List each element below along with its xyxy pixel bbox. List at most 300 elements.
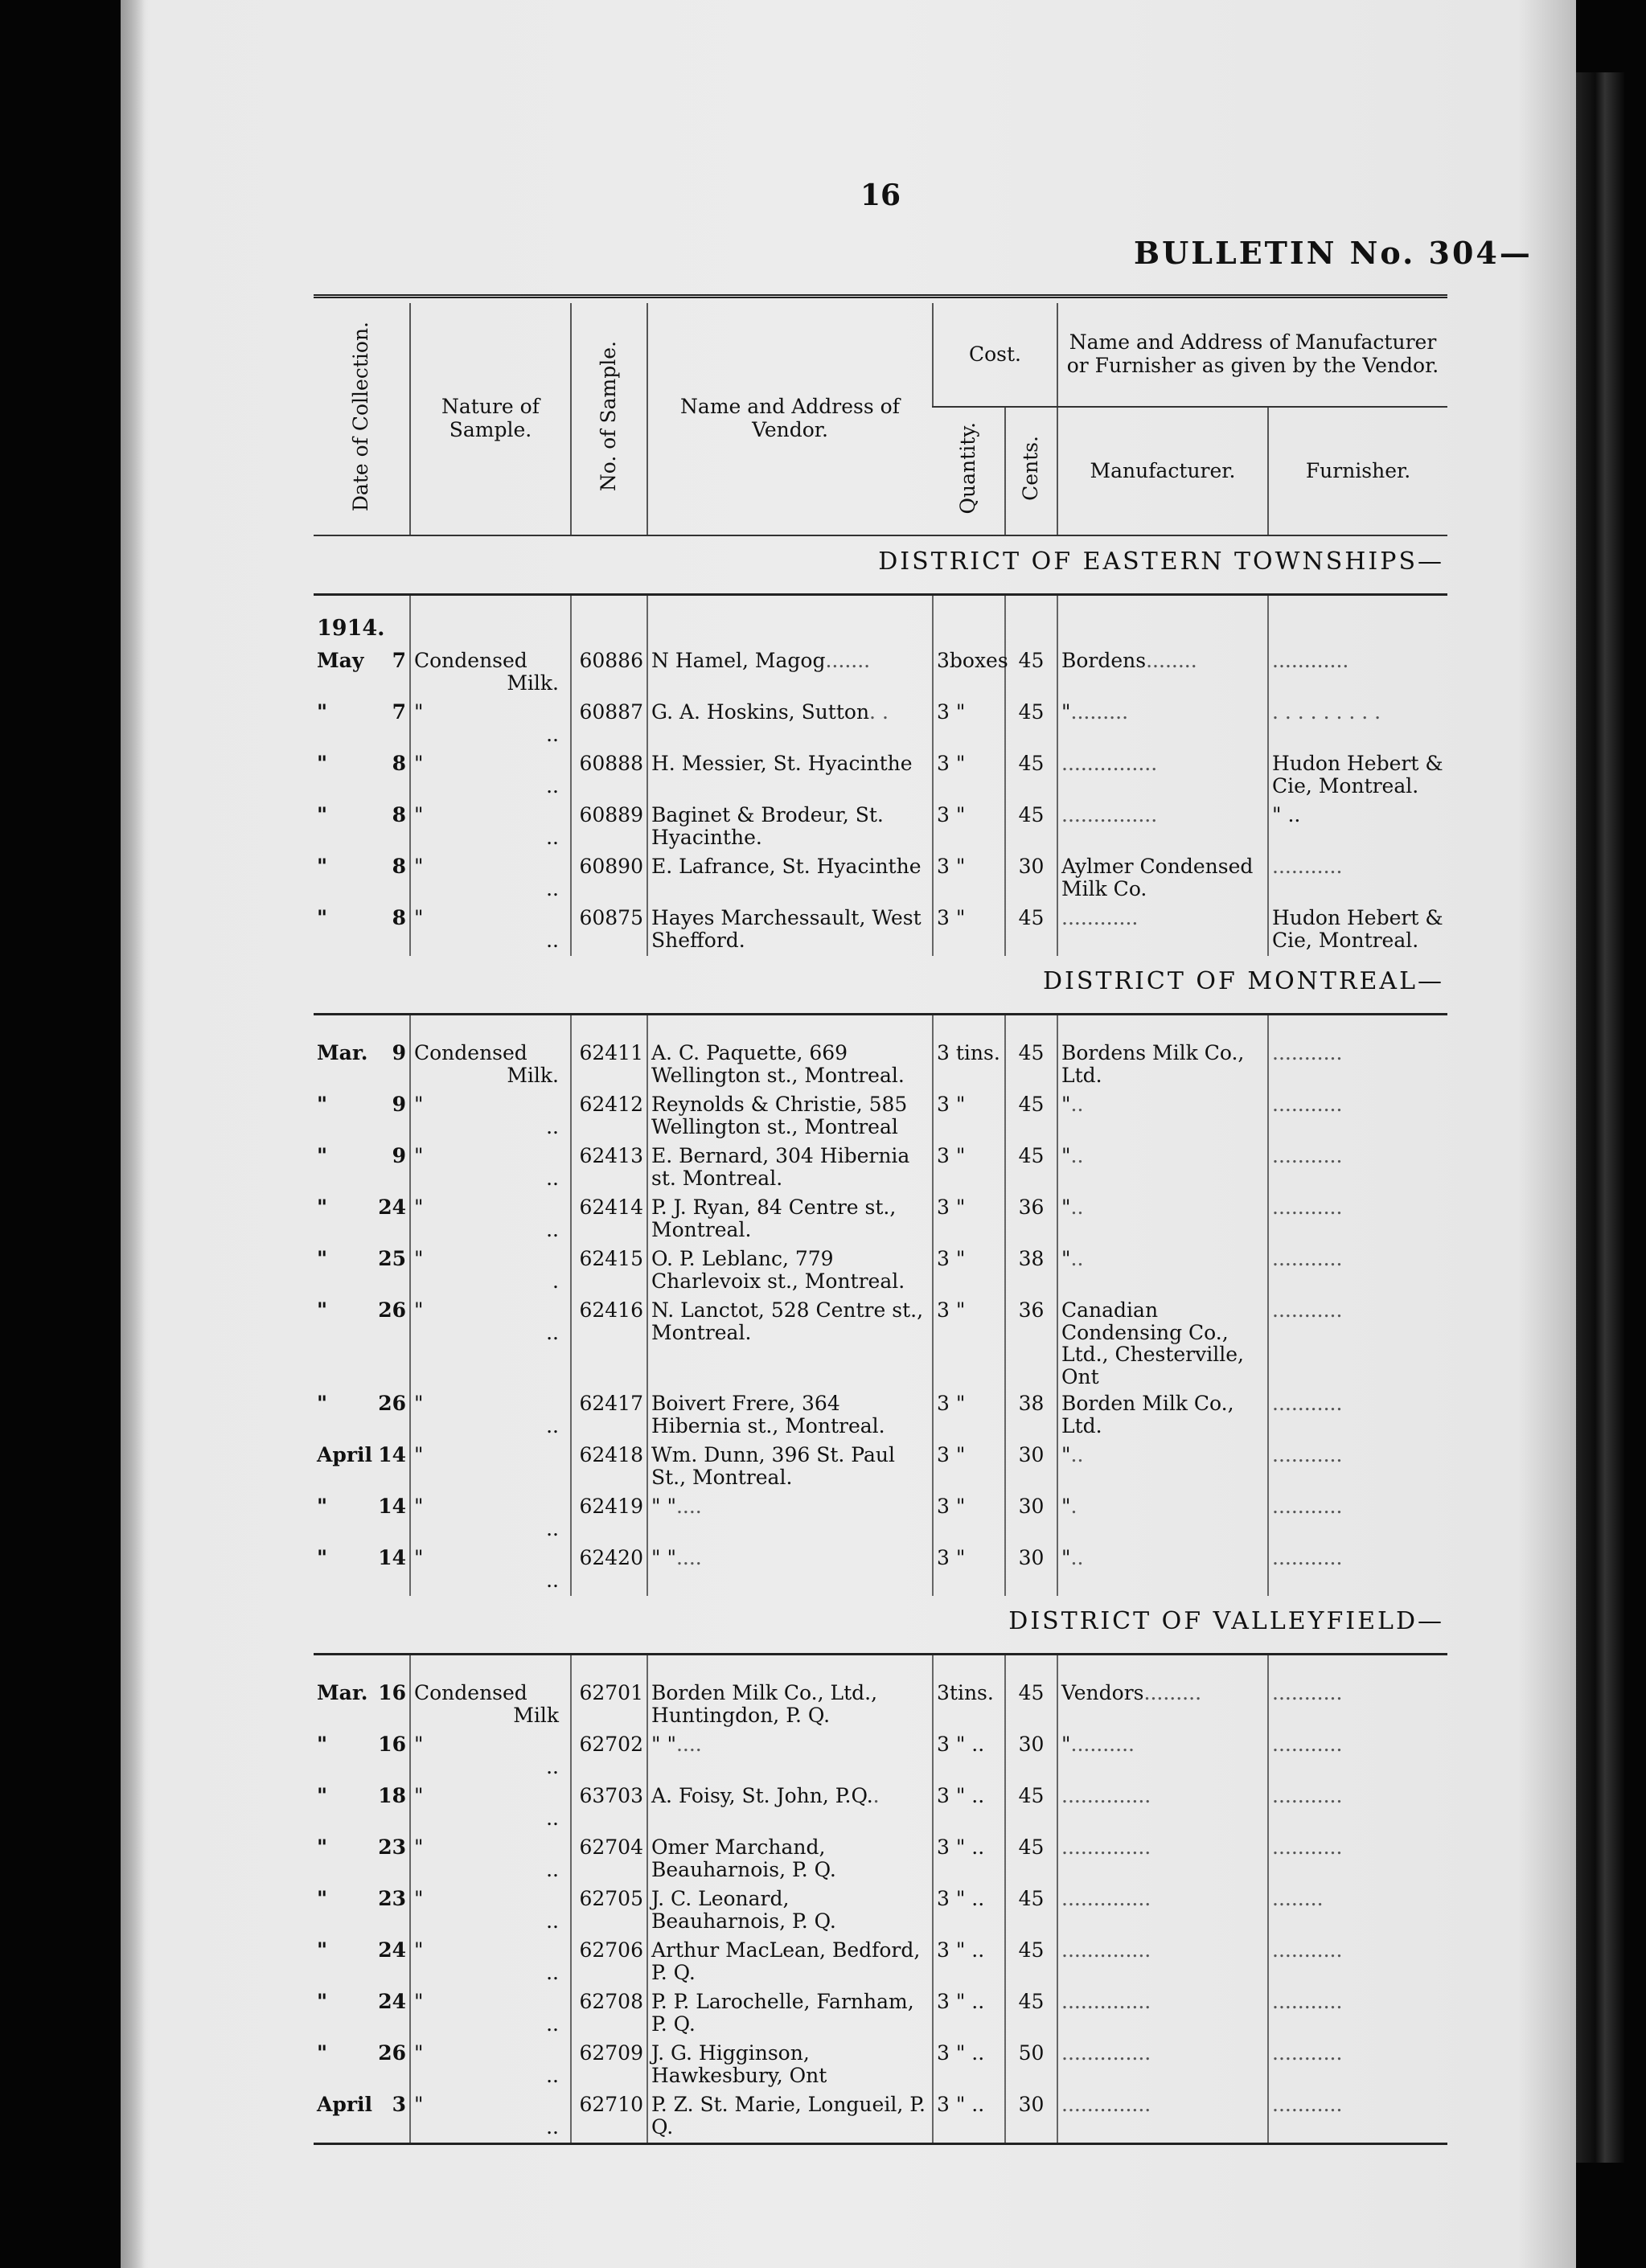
month: " xyxy=(317,1144,328,1167)
manufacturer: Borden Milk Co., Ltd. xyxy=(1061,1392,1234,1437)
manufacturer-cell xyxy=(1057,1937,1268,1988)
nature-line2: .. xyxy=(546,722,559,746)
manufacturer: " xyxy=(1061,1196,1071,1219)
quantity: 3 " xyxy=(933,750,1005,802)
nature-cell xyxy=(410,750,571,802)
vendor-cell xyxy=(647,1988,933,2040)
nature-cell xyxy=(410,1885,571,1937)
manufacturer-cell xyxy=(1057,1679,1268,1731)
month: " xyxy=(317,1733,328,1756)
vendor: " " xyxy=(651,1733,676,1756)
date-cell xyxy=(314,1040,410,1091)
nature-cell xyxy=(410,1679,571,1731)
manufacturer-leader-dots: ......... xyxy=(1070,700,1129,724)
furnisher-cell xyxy=(1268,1937,1447,1988)
manufacturer-cell xyxy=(1057,1988,1268,2040)
page-binding-shadow xyxy=(121,0,145,2268)
samples-table xyxy=(314,294,1447,2155)
manufacturer-leader-dots: ............... xyxy=(1061,752,1158,775)
manufacturer-cell xyxy=(1057,1297,1268,1390)
header-vendor: Name and Address of Vendor. xyxy=(647,303,933,535)
cents: 45 xyxy=(1005,1834,1057,1885)
nature-line2: .. xyxy=(546,1217,559,1241)
nature-line2: .. xyxy=(546,1857,559,1881)
month: " xyxy=(317,1093,328,1116)
month: Mar. xyxy=(317,1041,368,1064)
table-row xyxy=(314,1731,1447,1782)
day: 14 xyxy=(378,1495,406,1518)
furnisher-leader-dots: ........... xyxy=(1272,1938,1343,1962)
vendor-cell xyxy=(647,853,933,904)
date xyxy=(317,1682,406,1704)
nature-line2: .. xyxy=(546,1166,559,1190)
month: " xyxy=(317,2041,328,2065)
day: 16 xyxy=(378,1733,406,1756)
month: April xyxy=(317,2093,373,2116)
nature-cell xyxy=(410,1782,571,1834)
sample-number: 62705 xyxy=(571,1885,647,1937)
manufacturer: " xyxy=(1061,700,1071,724)
quantity: 3 " xyxy=(933,1442,1005,1493)
vendor-leader-dots: . . xyxy=(869,700,889,724)
nature-line1: Condensed xyxy=(414,649,527,672)
quantity: 3 " xyxy=(933,853,1005,904)
month: May xyxy=(317,649,364,672)
furnisher-leader-dots: ........... xyxy=(1272,1247,1343,1270)
table-row xyxy=(314,1834,1447,1885)
nature-line1: " xyxy=(414,2093,424,2116)
date xyxy=(317,1733,406,1756)
vendor-cell xyxy=(647,1782,933,1834)
table-row xyxy=(314,1679,1447,1731)
quantity: 3 " xyxy=(933,802,1005,853)
empty-cell xyxy=(1057,595,1268,648)
month: Mar. xyxy=(317,1681,368,1704)
cents: 30 xyxy=(1005,853,1057,904)
vendor: " " xyxy=(651,1546,676,1569)
date-cell xyxy=(314,1782,410,1834)
nature-cell xyxy=(410,1297,571,1390)
furnisher-leader-dots: ........... xyxy=(1272,1392,1343,1415)
nature-line1: " xyxy=(414,1938,424,1962)
cents: 45 xyxy=(1005,904,1057,956)
day: 24 xyxy=(378,1938,406,1962)
quantity: 3 tins. xyxy=(933,1040,1005,1091)
furnisher-cell xyxy=(1268,802,1447,853)
cents: 50 xyxy=(1005,2040,1057,2091)
manufacturer-leader-dots: ............... xyxy=(1061,803,1158,826)
date xyxy=(317,804,406,826)
year-label: 1914. xyxy=(317,616,385,641)
empty-cell xyxy=(1268,1015,1447,1040)
furnisher-leader-dots: ........... xyxy=(1272,1733,1343,1756)
year-row xyxy=(314,595,1447,648)
manufacturer-cell xyxy=(1057,647,1268,699)
vendor: Boivert Frere, 364 Hibernia st., Montreal. xyxy=(651,1392,885,1437)
empty-cell xyxy=(933,1655,1005,1680)
furnisher-leader-dots: ........... xyxy=(1272,1041,1343,1064)
date-cell xyxy=(314,699,410,750)
quantity: 3 " xyxy=(933,1194,1005,1245)
vendor-cell xyxy=(647,699,933,750)
cents: 45 xyxy=(1005,1142,1057,1194)
date-cell xyxy=(314,1988,410,2040)
nature-cell xyxy=(410,1194,571,1245)
furnisher: Hudon Hebert & Cie, Montreal. xyxy=(1272,906,1443,952)
nature-line2: . xyxy=(552,1269,559,1293)
empty-cell xyxy=(410,1015,571,1040)
furnisher-leader-dots: . . . . . . . . . xyxy=(1272,700,1381,724)
vendor-leader-dots: . xyxy=(872,1784,880,1807)
day: 14 xyxy=(378,1443,406,1466)
nature-line2: .. xyxy=(546,2012,559,2036)
cents: 45 xyxy=(1005,699,1057,750)
manufacturer-cell xyxy=(1057,1142,1268,1194)
furnisher-leader-dots: ........... xyxy=(1272,1835,1343,1859)
date-cell xyxy=(314,750,410,802)
manufacturer-leader-dots: .............. xyxy=(1061,1938,1151,1962)
nature-line2: Milk. xyxy=(507,671,559,695)
furnisher-cell xyxy=(1268,2091,1447,2144)
vendor-cell xyxy=(647,1442,933,1493)
table-row xyxy=(314,802,1447,853)
date xyxy=(317,2042,406,2065)
furnisher-leader-dots: ........... xyxy=(1272,1990,1343,2013)
vendor-leader-dots: .... xyxy=(675,1495,702,1518)
nature-line2: .. xyxy=(546,773,559,798)
sample-number: 62709 xyxy=(571,2040,647,2091)
day: 9 xyxy=(392,1144,406,1167)
quantity: 3 " xyxy=(933,904,1005,956)
nature-line2: .. xyxy=(546,1806,559,1830)
date xyxy=(317,907,406,929)
spacer-row xyxy=(314,1015,1447,1040)
nature-line2: .. xyxy=(546,2114,559,2139)
nature-line1: Condensed xyxy=(414,1041,527,1064)
quantity: 3 " xyxy=(933,1390,1005,1442)
nature-cell xyxy=(410,1245,571,1297)
vendor-leader-dots: .... xyxy=(675,1733,702,1756)
vendor: P. J. Ryan, 84 Centre st., Montreal. xyxy=(651,1196,897,1241)
nature-line1: " xyxy=(414,1990,424,2013)
manufacturer-leader-dots: .............. xyxy=(1061,1990,1151,2013)
sample-number: 62417 xyxy=(571,1390,647,1442)
manufacturer-leader-dots: .......... xyxy=(1070,1733,1135,1756)
sample-number: 62702 xyxy=(571,1731,647,1782)
nature-cell xyxy=(410,1390,571,1442)
furnisher-cell xyxy=(1268,647,1447,699)
nature-line1: " xyxy=(414,1144,424,1167)
cents: 30 xyxy=(1005,1493,1057,1544)
header-no-sample: No. of Sample. xyxy=(571,303,647,535)
furnisher-cell xyxy=(1268,1679,1447,1731)
vendor-leader-dots: ....... xyxy=(825,649,871,672)
empty-cell xyxy=(1268,595,1447,648)
date xyxy=(317,855,406,878)
day: 9 xyxy=(392,1041,406,1064)
header-cost: Cost. xyxy=(933,303,1057,407)
nature-line2: .. xyxy=(546,1754,559,1778)
quantity: 3 " xyxy=(933,1091,1005,1142)
furnisher-cell xyxy=(1268,1297,1447,1390)
manufacturer-leader-dots: .............. xyxy=(1061,1835,1151,1859)
furnisher: " .. xyxy=(1272,803,1301,826)
date xyxy=(317,1248,406,1270)
nature-line1: " xyxy=(414,752,424,775)
month: " xyxy=(317,1887,328,1910)
manufacturer-cell xyxy=(1057,750,1268,802)
empty-cell xyxy=(410,595,571,648)
month: " xyxy=(317,1247,328,1270)
nature-cell xyxy=(410,699,571,750)
vendor-cell xyxy=(647,1885,933,1937)
table-row xyxy=(314,1493,1447,1544)
nature-line2: .. xyxy=(546,1960,559,1984)
vendor-cell xyxy=(647,2091,933,2144)
date-cell xyxy=(314,802,410,853)
manufacturer-leader-dots: ........ xyxy=(1146,649,1197,672)
nature-line1: " xyxy=(414,1298,424,1322)
empty-cell xyxy=(571,595,647,648)
sample-number: 62415 xyxy=(571,1245,647,1297)
quantity: 3 " .. xyxy=(933,2091,1005,2144)
furnisher-leader-dots: ........... xyxy=(1272,1443,1343,1466)
header-quantity: Quantity. xyxy=(933,407,1005,535)
vendor-cell xyxy=(647,1091,933,1142)
quantity: 3 " xyxy=(933,1245,1005,1297)
sample-number: 62704 xyxy=(571,1834,647,1885)
vendor-cell xyxy=(647,1040,933,1091)
vendor-cell xyxy=(647,1245,933,1297)
date-cell xyxy=(314,1142,410,1194)
nature-cell xyxy=(410,1988,571,2040)
furnisher: Hudon Hebert & Cie, Montreal. xyxy=(1272,752,1443,798)
table-row xyxy=(314,1390,1447,1442)
date-cell xyxy=(314,1390,410,1442)
vendor-leader-dots: .... xyxy=(675,1546,702,1569)
quantity: 3 " .. xyxy=(933,1782,1005,1834)
manufacturer-leader-dots: .. xyxy=(1070,1144,1084,1167)
vendor-cell xyxy=(647,1142,933,1194)
sample-number: 60887 xyxy=(571,699,647,750)
furnisher-cell xyxy=(1268,1885,1447,1937)
samples-document xyxy=(314,294,1447,2155)
nature-cell xyxy=(410,2091,571,2144)
furnisher-cell xyxy=(1268,1142,1447,1194)
manufacturer-cell xyxy=(1057,853,1268,904)
date xyxy=(317,1888,406,1910)
empty-cell xyxy=(1057,1015,1268,1040)
manufacturer-cell xyxy=(1057,2091,1268,2144)
nature-line1: " xyxy=(414,1733,424,1756)
sample-number: 60888 xyxy=(571,750,647,802)
furnisher-cell xyxy=(1268,1245,1447,1297)
manufacturer-cell xyxy=(1057,1731,1268,1782)
quantity: 3 " .. xyxy=(933,1885,1005,1937)
nature-line1: " xyxy=(414,1196,424,1219)
manufacturer: " xyxy=(1061,1495,1071,1518)
sample-number: 62411 xyxy=(571,1040,647,1091)
sample-number: 62414 xyxy=(571,1194,647,1245)
manufacturer: " xyxy=(1061,1546,1071,1569)
manufacturer-leader-dots: .. xyxy=(1070,1196,1084,1219)
header-furnisher: Furnisher. xyxy=(1268,407,1447,535)
furnisher-cell xyxy=(1268,1731,1447,1782)
table-row xyxy=(314,1040,1447,1091)
day: 7 xyxy=(392,649,406,672)
vendor-cell xyxy=(647,1731,933,1782)
date xyxy=(317,1299,406,1322)
vendor: G. A. Hoskins, Sutton xyxy=(651,700,870,724)
nature-line1: " xyxy=(414,1835,424,1859)
district-title: DISTRICT OF VALLEYFIELD— xyxy=(314,1596,1447,1655)
month: " xyxy=(317,700,328,724)
date-cell xyxy=(314,1937,410,1988)
manufacturer-cell xyxy=(1057,699,1268,750)
manufacturer-cell xyxy=(1057,1885,1268,1937)
nature-line2: .. xyxy=(546,1568,559,1592)
manufacturer: " xyxy=(1061,1093,1071,1116)
nature-line2: .. xyxy=(546,1909,559,1933)
manufacturer-cell xyxy=(1057,904,1268,956)
manufacturer: " xyxy=(1061,1733,1071,1756)
nature-line2: .. xyxy=(546,1413,559,1437)
day: 23 xyxy=(378,1835,406,1859)
manufacturer-cell xyxy=(1057,1390,1268,1442)
date-cell xyxy=(314,1493,410,1544)
manufacturer: Aylmer Condensed Milk Co. xyxy=(1061,855,1254,900)
vendor: N. Lanctot, 528 Centre st., Montreal. xyxy=(651,1298,924,1344)
date-cell xyxy=(314,1731,410,1782)
day: 18 xyxy=(378,1784,406,1807)
furnisher-leader-dots: ........... xyxy=(1272,2041,1343,2065)
header-cents: Cents. xyxy=(1005,407,1057,535)
vendor-cell xyxy=(647,1194,933,1245)
manufacturer-leader-dots: .. xyxy=(1070,1247,1084,1270)
furnisher-leader-dots: ........... xyxy=(1272,2093,1343,2116)
date xyxy=(317,753,406,775)
sample-number: 62701 xyxy=(571,1679,647,1731)
vendor-cell xyxy=(647,1544,933,1596)
table-row xyxy=(314,1297,1447,1390)
date xyxy=(317,1939,406,1962)
sample-number: 60890 xyxy=(571,853,647,904)
nature-line1: " xyxy=(414,700,424,724)
manufacturer-leader-dots: . xyxy=(1070,1495,1077,1518)
date xyxy=(317,1196,406,1219)
month: " xyxy=(317,1392,328,1415)
empty-cell xyxy=(933,595,1005,648)
empty-cell xyxy=(410,1655,571,1680)
month: " xyxy=(317,906,328,929)
manufacturer-leader-dots: .............. xyxy=(1061,2041,1151,2065)
nature-line2: .. xyxy=(546,928,559,952)
sample-number: 60889 xyxy=(571,802,647,853)
sample-number: 62413 xyxy=(571,1142,647,1194)
table-row xyxy=(314,1544,1447,1596)
furnisher-cell xyxy=(1268,750,1447,802)
month: " xyxy=(317,1990,328,2013)
date-cell xyxy=(314,647,410,699)
date xyxy=(317,1547,406,1569)
furnisher-leader-dots: ........... xyxy=(1272,1298,1343,1322)
table-row xyxy=(314,1245,1447,1297)
quantity: 3 " .. xyxy=(933,1731,1005,1782)
nature-cell xyxy=(410,1834,571,1885)
table-row xyxy=(314,2040,1447,2091)
empty-cell xyxy=(1005,1655,1057,1680)
day: 23 xyxy=(378,1887,406,1910)
table-row xyxy=(314,750,1447,802)
sample-number: 62420 xyxy=(571,1544,647,1596)
nature-cell xyxy=(410,802,571,853)
vendor-cell xyxy=(647,1493,933,1544)
month: " xyxy=(317,1938,328,1962)
furnisher-leader-dots: ........... xyxy=(1272,1784,1343,1807)
vendor: E. Lafrance, St. Hyacinthe xyxy=(651,855,922,878)
quantity: 3 " xyxy=(933,1544,1005,1596)
sample-number: 60886 xyxy=(571,647,647,699)
nature-line2: .. xyxy=(546,1320,559,1344)
quantity: 3 " .. xyxy=(933,1937,1005,1988)
nature-cell xyxy=(410,1142,571,1194)
cents: 30 xyxy=(1005,1544,1057,1596)
manufacturer: Bordens xyxy=(1061,649,1147,672)
sample-number: 62708 xyxy=(571,1988,647,2040)
sample-number: 62706 xyxy=(571,1937,647,1988)
cents: 30 xyxy=(1005,2091,1057,2144)
manufacturer: Canadian Condensing Co., Ltd., Chesterville, Ont xyxy=(1061,1298,1244,1388)
vendor-cell xyxy=(647,647,933,699)
day: 8 xyxy=(392,906,406,929)
date-cell xyxy=(314,1297,410,1390)
empty-cell xyxy=(1005,595,1057,648)
nature-cell xyxy=(410,1731,571,1782)
spacer-row xyxy=(314,1655,1447,1680)
cents: 36 xyxy=(1005,1194,1057,1245)
empty-cell xyxy=(647,1015,933,1040)
cents: 45 xyxy=(1005,750,1057,802)
month: " xyxy=(317,1835,328,1859)
date xyxy=(317,1836,406,1859)
manufacturer-leader-dots: .............. xyxy=(1061,1887,1151,1910)
nature-cell xyxy=(410,1493,571,1544)
table-row xyxy=(314,1988,1447,2040)
quantity: 3 " xyxy=(933,1297,1005,1390)
table-row xyxy=(314,1091,1447,1142)
vendor: E. Bernard, 304 Hibernia st. Montreal. xyxy=(651,1144,910,1190)
vendor: " " xyxy=(651,1495,676,1518)
cents: 30 xyxy=(1005,1442,1057,1493)
nature-line2: Milk. xyxy=(507,1063,559,1087)
date-cell xyxy=(314,1885,410,1937)
date-cell xyxy=(314,1091,410,1142)
nature-line1: " xyxy=(414,1093,424,1116)
nature-line2: .. xyxy=(546,876,559,900)
manufacturer-leader-dots: .. xyxy=(1070,1093,1084,1116)
furnisher-cell xyxy=(1268,1834,1447,1885)
manufacturer-cell xyxy=(1057,1442,1268,1493)
day: 7 xyxy=(392,700,406,724)
empty-cell xyxy=(314,1015,410,1040)
furnisher-leader-dots: ........... xyxy=(1272,855,1343,878)
district-heading-row xyxy=(314,1596,1447,1655)
day: 26 xyxy=(378,1298,406,1322)
month: " xyxy=(317,1196,328,1219)
date xyxy=(317,1145,406,1167)
manufacturer-cell xyxy=(1057,1040,1268,1091)
cents: 45 xyxy=(1005,1040,1057,1091)
